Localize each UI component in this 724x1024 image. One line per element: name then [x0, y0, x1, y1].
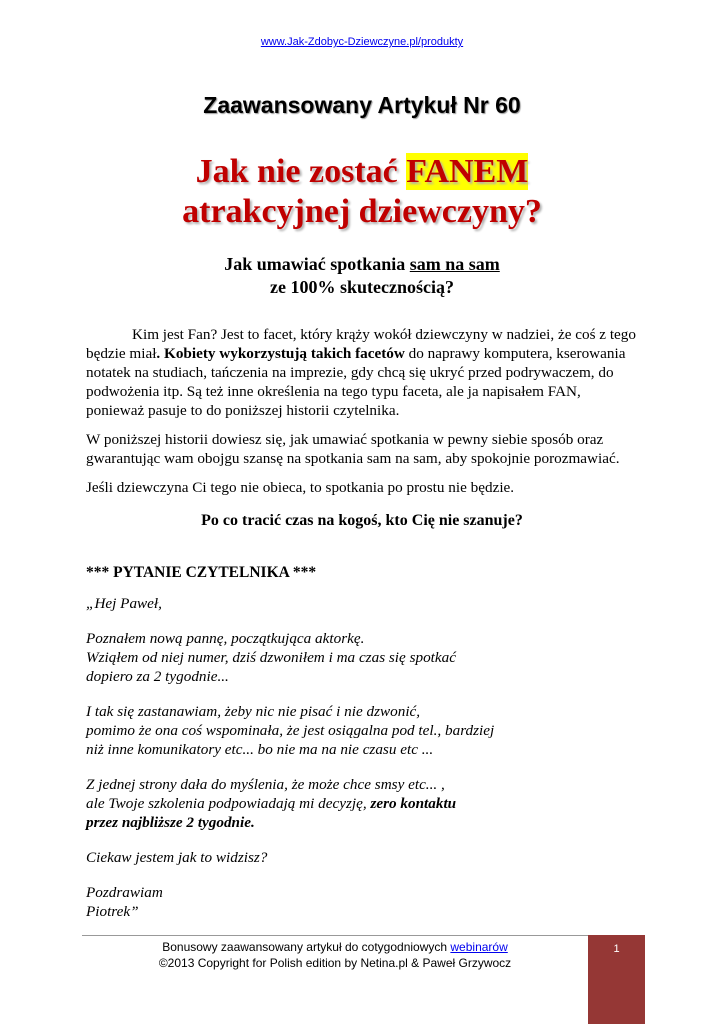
letter-block-1	[86, 629, 638, 686]
title-highlight: FANEM	[406, 153, 529, 190]
page-number-box	[588, 935, 645, 1024]
letter-block-2	[86, 702, 638, 759]
page-number: 1	[613, 943, 620, 955]
letter-line: pomimo że ona coś wspominała, że jest osiągalna pod tel., bardziej	[86, 722, 495, 739]
article-number-heading: Zaawansowany Artykuł Nr 60	[203, 92, 521, 118]
footer-copyright: ©2013 Copyright for Polish edition by Netina.pl & Paweł Grzywocz	[158, 956, 512, 970]
footer-text: Bonusowy zaawansowany artykuł do cotygodniowych	[162, 940, 451, 954]
subtitle	[0, 253, 724, 299]
letter-line: Wziąłem od niej numer, dziś dzwoniłem i ma czas się spotkać	[86, 649, 456, 666]
paragraph-intro	[86, 325, 638, 420]
letter-block-3	[86, 775, 638, 832]
letter-line: Poznałem nową pannę, początkująca aktorkę.	[86, 630, 365, 647]
p1-text-b: do naprawy komputera, kserowania notatek na studiach, tańczenia na imprezie, gdy chcą się ukryć przed podrywaczem, do podwożenia itp. Są też inne określenia na tego typu faceta, ale ja napisałem FAN, ponieważ pasuje to do poniższej historii czytelnika.	[86, 345, 626, 419]
letter-bold: zero kontaktu	[370, 795, 457, 812]
article-content	[86, 325, 638, 937]
letter-block-4: Ciekaw jestem jak to widzisz?	[86, 849, 268, 866]
title-line-2: atrakcyjnej dziewczyny?	[182, 193, 542, 230]
paragraph-2: W poniższej historii dowiesz się, jak umawiać spotkania w pewny siebie sposób oraz gwarantując wam obojgu szansę na spotkania sam na sam, aby spokojnie porozmawiać.	[86, 431, 620, 467]
letter-line: ale Twoje szkolenia podpowiadają mi decyzję,	[86, 795, 371, 812]
reader-letter	[86, 594, 638, 921]
subtitle-underlined: sam na sam	[409, 254, 500, 274]
title-line-1	[0, 152, 724, 192]
letter-line: I tak się zastanawiam, żeby nic nie pisać i nie dzwonić,	[86, 703, 421, 720]
webinar-link[interactable]: webinarów	[450, 940, 508, 954]
letter-line: dopiero za 2 tygodnie...	[86, 668, 229, 685]
reader-question-heading: *** PYTANIE CZYTELNIKA ***	[86, 564, 317, 581]
footer-divider	[82, 935, 642, 936]
footer-line-1	[82, 939, 588, 955]
subtitle-line-2: ze 100% skutecznością?	[270, 277, 454, 297]
main-title	[0, 152, 724, 232]
letter-bold: przez najbliższe 2 tygodnie.	[86, 814, 255, 831]
subtitle-prefix: Jak umawiać spotkania	[224, 254, 410, 274]
letter-signoff	[86, 883, 638, 921]
letter-greeting: „Hej Paweł,	[86, 595, 162, 612]
p1-text-a: Kim jest Fan? Jest to facet, który krąży wokół dziewczyny w nadziei, że coś z tego będzie miał	[86, 326, 636, 362]
letter-line: Pozdrawiam	[86, 884, 163, 901]
letter-line: Z jednej strony dała do myślenia, że może chce smsy etc... ,	[86, 776, 445, 793]
footer	[82, 939, 588, 971]
title-prefix: Jak nie zostać	[195, 153, 407, 190]
letter-line: Piotrek”	[86, 903, 139, 920]
paragraph-3: Jeśli dziewczyna Ci tego nie obieca, to spotkania po prostu nie będzie.	[86, 479, 515, 496]
header-url-link[interactable]: www.Jak-Zdobyc-Dziewczyne.pl/produkty	[260, 36, 464, 48]
letter-line: niż inne komunikatory etc... bo nie ma na nie czasu etc ...	[86, 741, 434, 758]
subtitle-line-1	[0, 253, 724, 276]
key-question: Po co tracić czas na kogoś, kto Cię nie szanuje?	[201, 512, 523, 529]
p1-bold: . Kobiety wykorzystują takich facetów	[156, 345, 405, 362]
